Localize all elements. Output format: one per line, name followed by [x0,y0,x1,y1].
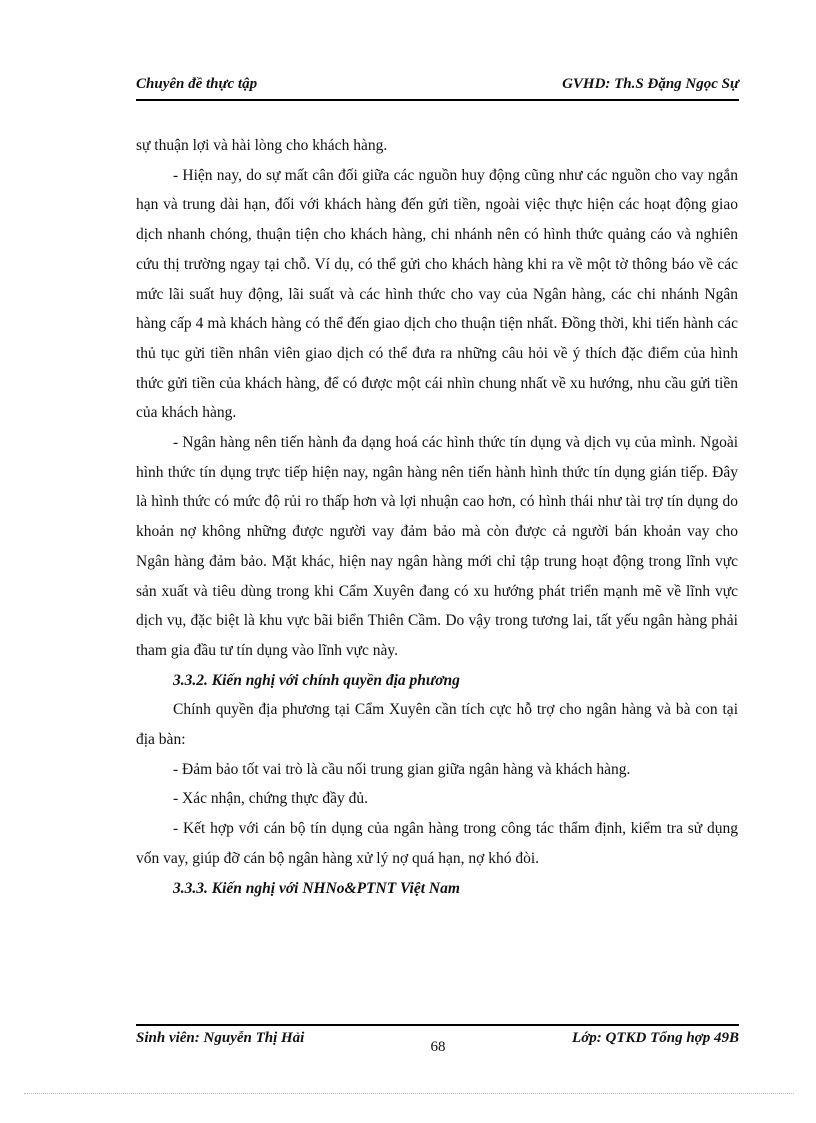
footer-student: Sinh viên: Nguyễn Thị Hải [136,1030,305,1046]
list-item-bridge: - Đảm bảo tốt vai trò là cầu nối trung gian giữa ngân hàng và khách hàng. [173,760,631,778]
list-item-certify: - Xác nhận, chứng thực đầy đủ. [173,790,368,808]
section-heading-3-3-3: 3.3.3. Kiến nghị với NHNo&PTNT Việt Nam [173,879,460,897]
header-title: Chuyên đề thực tập [136,76,258,92]
footer-rule [136,1024,739,1026]
paragraph-continuation: sự thuận lợi và hài lòng cho khách hàng. [136,137,388,154]
document-body [136,131,738,903]
list-item-cooperate: - Kết hợp với cán bộ tín dụng của ngân hàng trong công tác thẩm định, kiểm tra sử dụng vốn vay, giúp đỡ cán bộ ngân hàng xử lý nợ quá hạn, nợ khó đòi. [136,820,738,867]
footer-class: Lớp: QTKD Tổng hợp 49B [572,1030,739,1046]
section-heading-3-3-2: 3.3.2. Kiến nghị với chính quyền địa phương [173,671,460,689]
header-rule [136,99,739,101]
page-number: 68 [430,1039,446,1055]
header-advisor: GVHD: Th.S Đặng Ngọc Sự [562,76,739,92]
page-boundary [24,1093,794,1094]
paragraph-diversify: - Ngân hàng nên tiến hành đa dạng hoá các hình thức tín dụng và dịch vụ của mình. Ngoài hình thức tín dụng trực tiếp hiện nay, ngân hàng nên tiến hành hình thức tín dụng gián tiếp. Đây là hình thức có mức độ rủi ro thấp hơn và lợi nhuận cao hơn, có hình thái như tài trợ tín dụng do khoản nợ không những được người vay đảm bảo mà còn được cả người bán khoản vay cho Ngân hàng đảm bảo. Mặt khác, hiện nay ngân hàng mới chỉ tập trung hoạt động trong lĩnh vực sản xuất và tiêu dùng trong khi Cẩm Xuyên đang có xu hướng phát triển mạnh mẽ về lĩnh vực dịch vụ, đặc biệt là khu vực bãi biển Thiên Cầm. Do vậy trong tương lai, tất yếu ngân hàng phải tham gia đầu tư tín dụng vào lĩnh vực này. [136,434,738,659]
paragraph-deposit: - Hiện nay, do sự mất cân đối giữa các nguồn huy động cũng như các nguồn cho vay ngắn hạn và trung dài hạn, đối với khách hàng đến gửi tiền, ngoài việc thực hiện các hoạt động giao dịch nhanh chóng, thuận tiện cho khách hàng, chi nhánh nên có hình thức quảng cáo và nghiên cứu thị trường ngay tại chỗ. Ví dụ, có thể gửi cho khách hàng khi ra về một tờ thông báo về các mức lãi suất huy động, lãi suất và các hình thức cho vay của Ngân hàng, các chi nhánh Ngân hàng cấp 4 mà khách hàng có thể đến giao dịch cho thuận tiện nhất. Đồng thời, khi tiến hành các thủ tục gửi tiền nhân viên giao dịch có thể đưa ra những câu hỏi về ý thích đặc điểm của hình thức gửi tiền của khách hàng, để có được một cái nhìn chung nhất về xu hướng, nhu cầu gửi tiền của khách hàng. [136,166,738,422]
paragraph-local-gov: Chính quyền địa phương tại Cẩm Xuyên cần tích cực hỗ trợ cho ngân hàng và bà con tại địa bàn: [136,701,738,749]
